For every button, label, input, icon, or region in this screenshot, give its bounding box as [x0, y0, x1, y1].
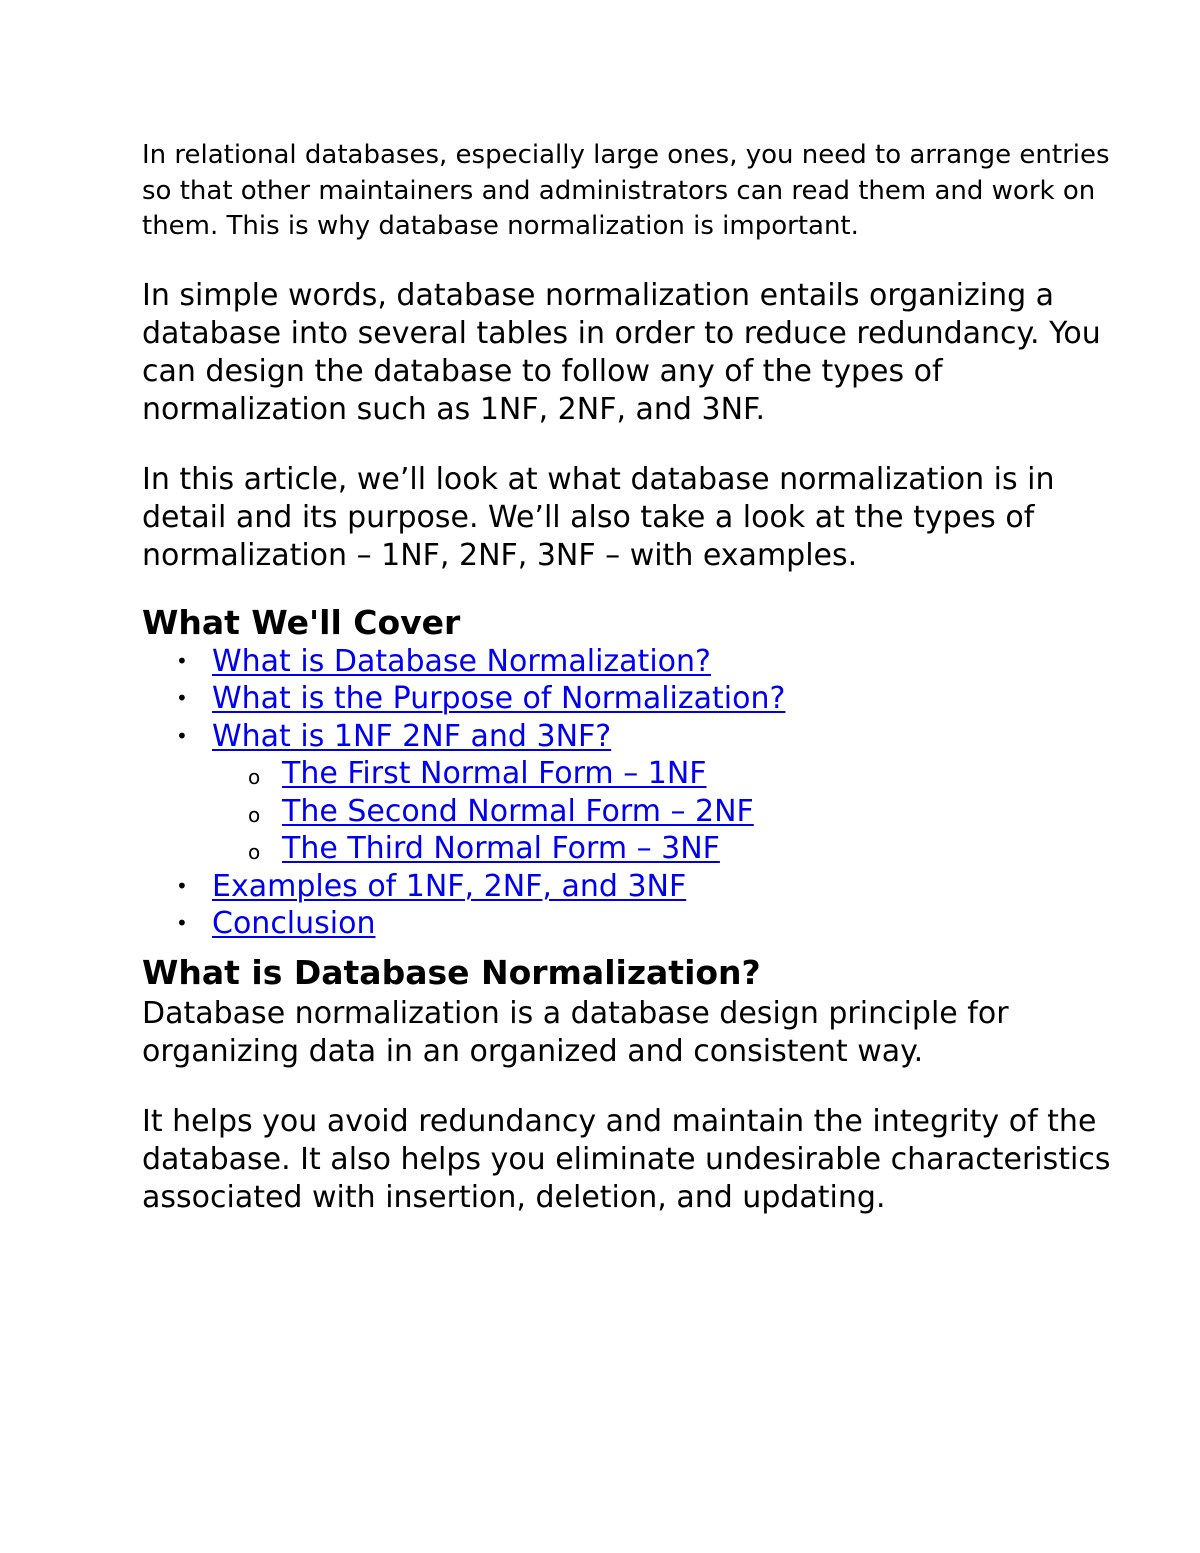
bullet-icon: • [176, 911, 188, 935]
toc-sublist [212, 755, 1122, 868]
toc-link-examples[interactable]: Examples of 1NF, 2NF, and 3NF [212, 868, 687, 904]
toc-item [142, 905, 1122, 943]
toc-link-second-normal-form[interactable]: The Second Normal Form – 2NF [282, 793, 754, 829]
toc-item [142, 718, 1122, 868]
circle-bullet-icon: o [248, 765, 261, 789]
intro-paragraph-3: In this article, we’ll look at what database normalization is in detail and its purpose. We’ll also take a look at the types of normalization – 1NF, 2NF, 3NF – with examples. [142, 461, 1055, 573]
section-heading-normalization: What is Database Normalization? [142, 952, 761, 992]
toc-subitem [212, 830, 1122, 868]
toc-link-third-normal-form[interactable]: The Third Normal Form – 3NF [282, 831, 720, 866]
toc-subitem [212, 793, 1122, 831]
bullet-icon: • [176, 873, 188, 898]
toc-item [142, 680, 1122, 718]
bullet-icon: • [176, 686, 188, 710]
table-of-contents [142, 643, 1122, 943]
toc-link-1nf-2nf-3nf[interactable]: What is 1NF 2NF and 3NF? [212, 718, 612, 754]
toc-subitem [212, 755, 1122, 793]
toc-link-first-normal-form[interactable]: The First Normal Form – 1NF [282, 756, 707, 791]
toc-link-what-is-normalization[interactable]: What is Database Normalization? [212, 643, 711, 679]
normalization-paragraph-2: It helps you avoid redundancy and maintain the integrity of the database. It also helps you eliminate undesirable characteristics associated with insertion, deletion, and updating. [142, 1103, 1111, 1215]
circle-bullet-icon: o [248, 840, 261, 864]
circle-bullet-icon: o [248, 802, 261, 827]
bullet-icon: • [176, 723, 188, 748]
intro-paragraph-2: In simple words, database normalization entails organizing a database into several tables in order to reduce redundancy. You can design the database to follow any of the types of normalization such as 1NF, 2NF, and 3NF. [142, 277, 1101, 427]
bullet-icon: • [176, 648, 188, 673]
document-page [142, 138, 1122, 1249]
toc-item [142, 643, 1122, 681]
intro-paragraph-1: In relational databases, especially large ones, you need to arrange entries so that other maintainers and administrators can read them and work on them. This is why database normalization is important. [142, 140, 1110, 241]
normalization-paragraph-1: Database normalization is a database design principle for organizing data in an organized and consistent way. [142, 995, 1009, 1069]
cover-heading: What We'll Cover [142, 602, 461, 642]
toc-link-conclusion[interactable]: Conclusion [212, 906, 376, 941]
toc-link-purpose[interactable]: What is the Purpose of Normalization? [212, 681, 786, 716]
toc-item [142, 868, 1122, 906]
